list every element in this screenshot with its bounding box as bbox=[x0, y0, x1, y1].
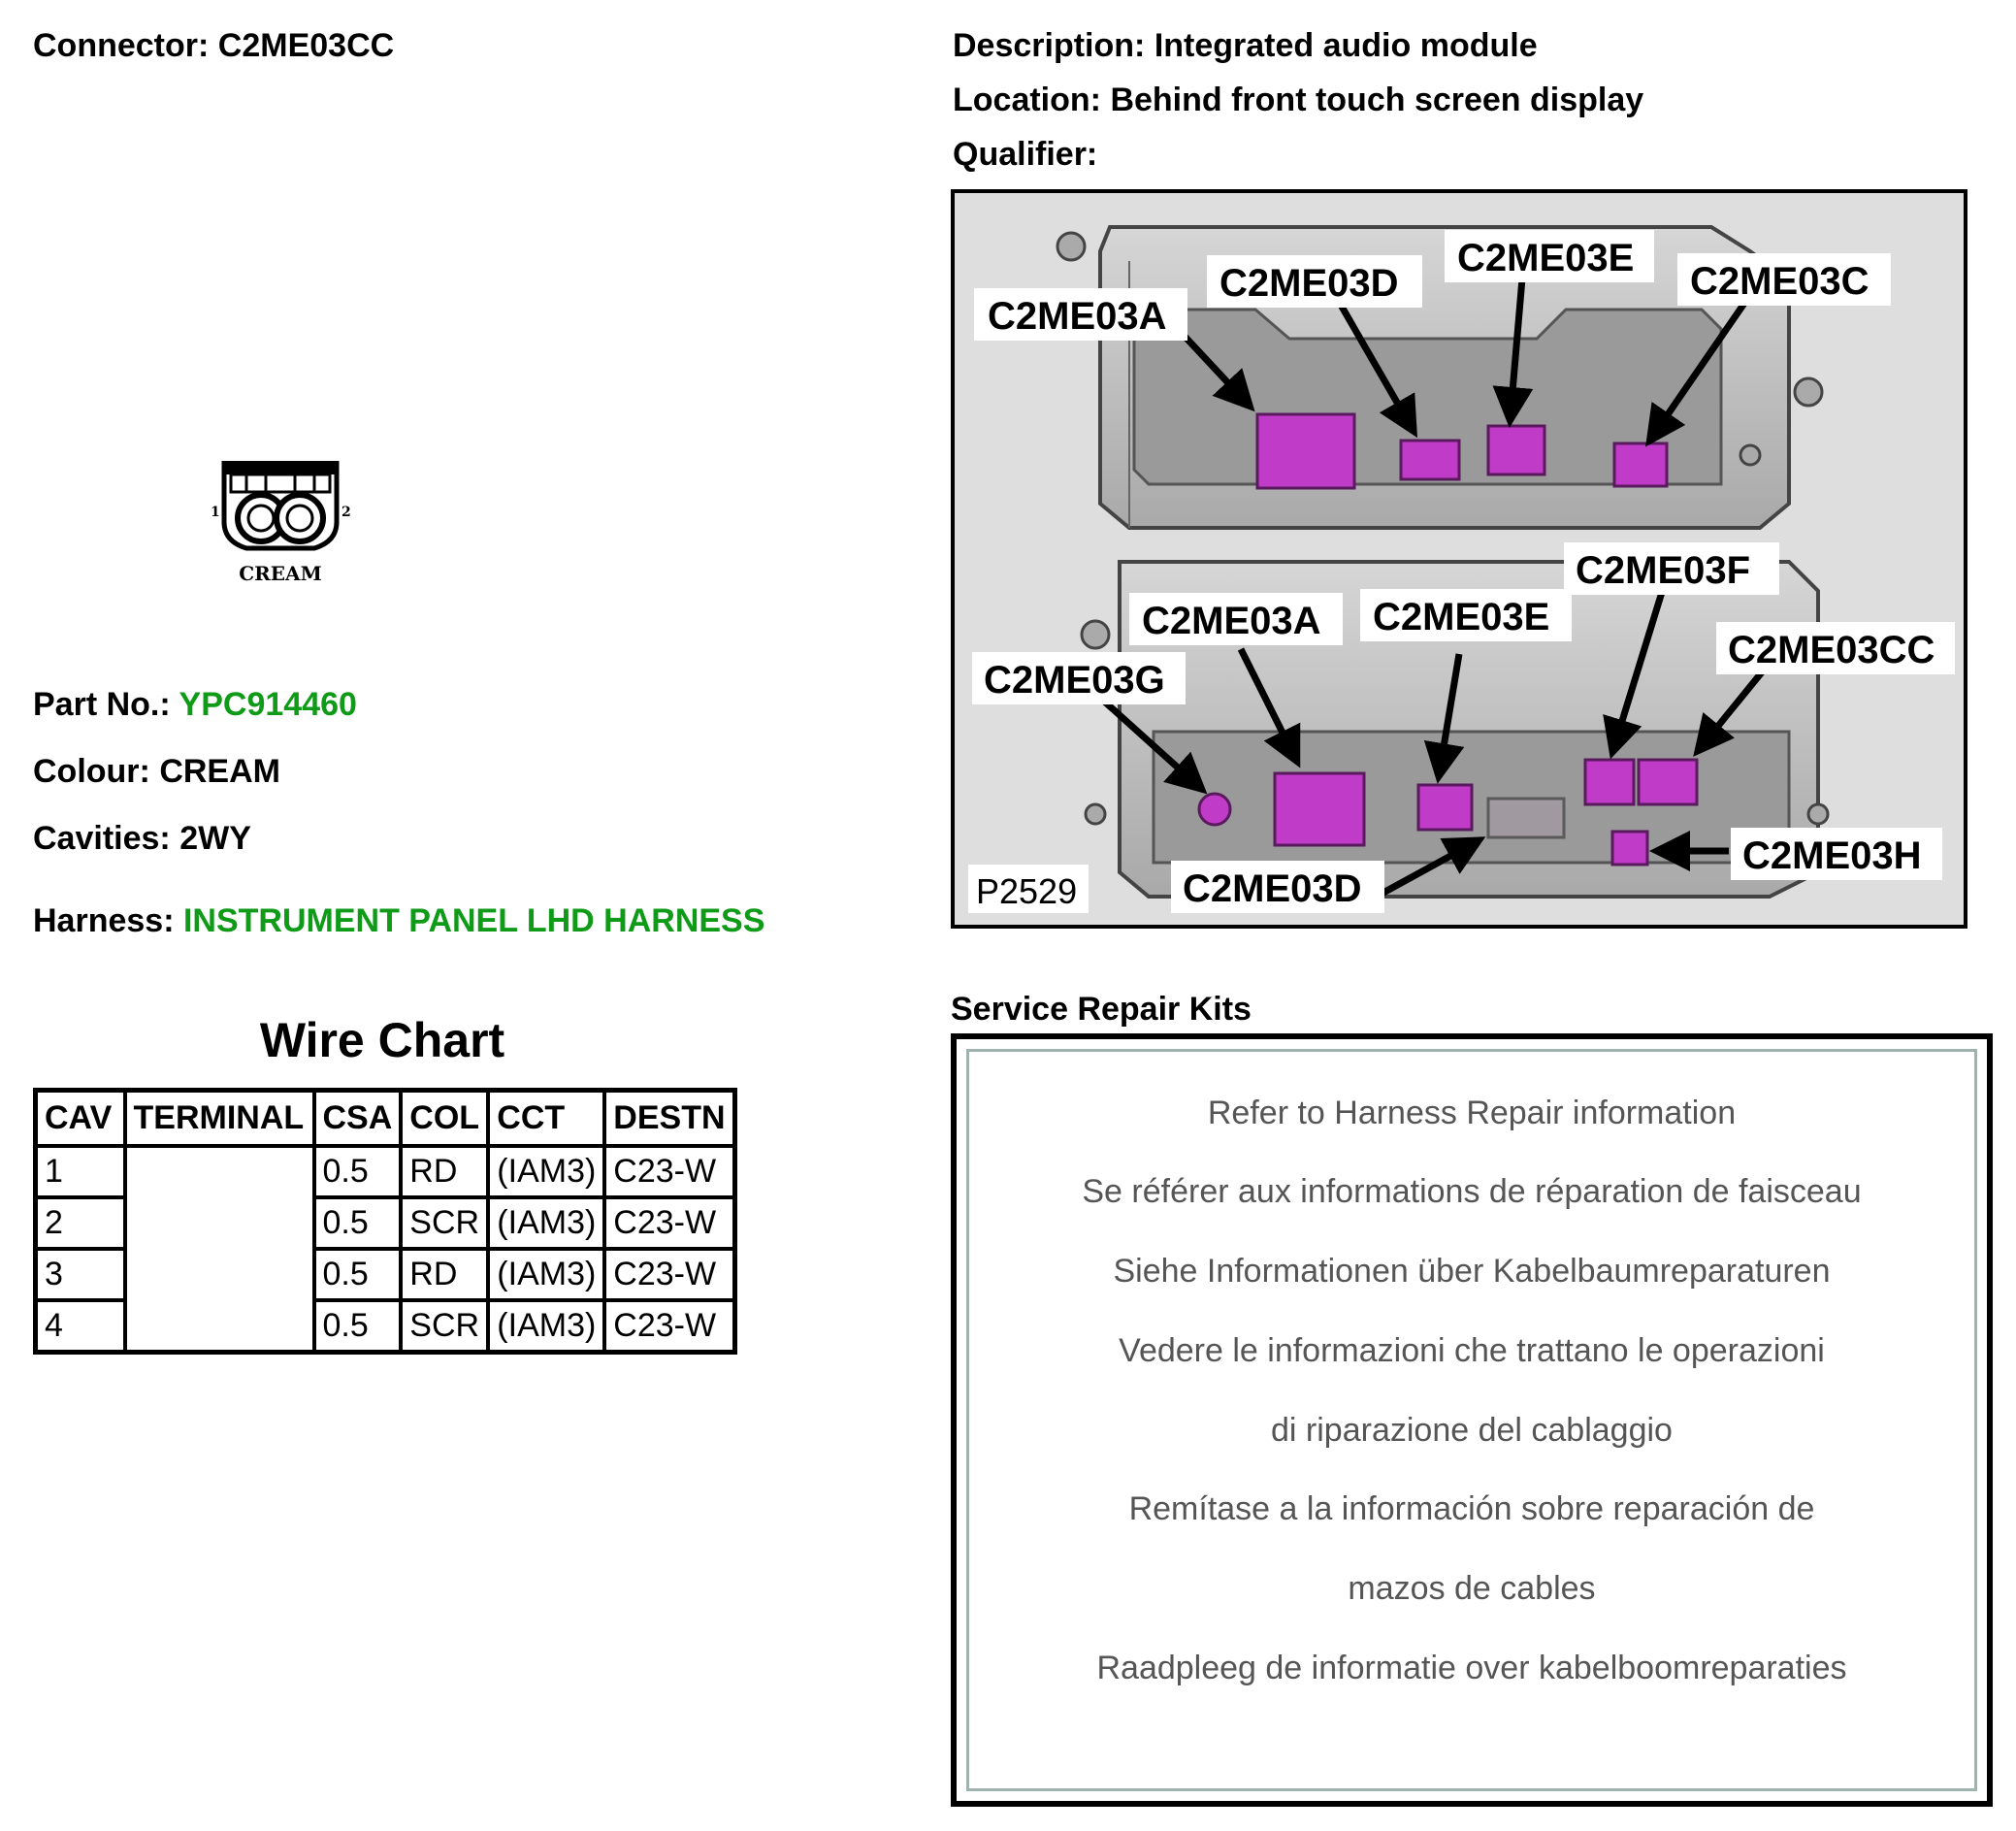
col-header-cct: CCT bbox=[488, 1091, 604, 1146]
colour-label: Colour: bbox=[33, 753, 150, 790]
cell-cct: (IAM3) bbox=[488, 1197, 604, 1249]
table-header-row bbox=[36, 1091, 735, 1146]
connector-lower-g bbox=[1199, 794, 1230, 825]
kit-text-line: mazos de cables bbox=[1348, 1570, 1596, 1607]
callout-label: C2ME03A bbox=[988, 295, 1167, 338]
kit-text-line: Vedere le informazioni che trattano le operazioni bbox=[1119, 1332, 1825, 1369]
service-repair-kits-inner bbox=[966, 1049, 1977, 1791]
kit-text-line: di riparazione del cablaggio bbox=[1271, 1412, 1673, 1449]
cell-destn: C23-W bbox=[604, 1146, 734, 1197]
qualifier-label: Qualifier: bbox=[953, 136, 1098, 173]
wire-chart-table bbox=[33, 1088, 737, 1355]
connector-value: C2ME03CC bbox=[217, 27, 395, 64]
description-value: Integrated audio module bbox=[1154, 27, 1538, 64]
callout-label: C2ME03H bbox=[1742, 834, 1922, 877]
col-header-terminal: TERMINAL bbox=[125, 1091, 314, 1146]
cell-destn: C23-W bbox=[604, 1197, 734, 1249]
connector-line bbox=[33, 26, 394, 65]
connector-upper-d bbox=[1401, 441, 1459, 479]
table-row bbox=[36, 1146, 735, 1197]
connector-lower-d bbox=[1488, 799, 1564, 837]
col-header-csa: CSA bbox=[314, 1091, 402, 1146]
location-label: Location: bbox=[953, 82, 1101, 118]
wire-chart-title: Wire Chart bbox=[259, 1013, 505, 1067]
callout-label: C2ME03F bbox=[1576, 549, 1751, 592]
figure-id: P2529 bbox=[976, 871, 1078, 911]
connector-label: Connector: bbox=[33, 27, 210, 64]
cell-terminal bbox=[125, 1146, 314, 1353]
callout-label: C2ME03CC bbox=[1728, 629, 1935, 671]
cavities-value: 2WY bbox=[179, 820, 251, 857]
cell-csa: 0.5 bbox=[314, 1300, 402, 1353]
harness-line bbox=[33, 901, 764, 940]
cell-col: SCR bbox=[401, 1300, 488, 1353]
icon-colour-text: CREAM bbox=[239, 562, 322, 585]
cell-col: RD bbox=[401, 1249, 488, 1300]
cell-col: RD bbox=[401, 1146, 488, 1197]
colour-line bbox=[33, 752, 280, 791]
cell-csa: 0.5 bbox=[314, 1197, 402, 1249]
pin-2-label: 2 bbox=[341, 505, 351, 520]
kit-text-line: Siehe Informationen über Kabelbaumreparaturen bbox=[1113, 1253, 1831, 1290]
col-header-cav: CAV bbox=[36, 1091, 125, 1146]
callout-label: C2ME03E bbox=[1457, 237, 1635, 279]
callout-label: C2ME03A bbox=[1142, 600, 1321, 642]
cell-cav: 4 bbox=[36, 1300, 125, 1353]
callout-label: C2ME03D bbox=[1219, 262, 1399, 305]
location-diagram bbox=[951, 189, 1967, 929]
description-label: Description: bbox=[953, 27, 1146, 64]
connector-lower-cc bbox=[1639, 760, 1697, 804]
description-line bbox=[953, 26, 1538, 65]
connector-lower-h bbox=[1612, 832, 1647, 865]
cell-csa: 0.5 bbox=[314, 1146, 402, 1197]
part-number-label: Part No.: bbox=[33, 686, 171, 723]
connector-lower-e bbox=[1418, 785, 1472, 830]
connector-lower-a bbox=[1275, 773, 1364, 845]
cell-cct: (IAM3) bbox=[488, 1146, 604, 1197]
connector-face-icon bbox=[208, 456, 353, 587]
service-repair-kits-title: Service Repair Kits bbox=[951, 991, 1252, 1028]
location-line bbox=[953, 81, 1643, 119]
colour-value: CREAM bbox=[159, 753, 280, 790]
kit-text-line: Raadpleeg de informatie over kabelboomreparaties bbox=[1096, 1650, 1847, 1686]
part-number-line bbox=[33, 685, 357, 724]
cavities-line bbox=[33, 819, 251, 858]
cell-col: SCR bbox=[401, 1197, 488, 1249]
connector-upper-e bbox=[1488, 426, 1545, 474]
connector-upper-c bbox=[1614, 443, 1667, 486]
callout-label: C2ME03C bbox=[1690, 260, 1870, 303]
col-header-destn: DESTN bbox=[604, 1091, 734, 1146]
connector-upper-a bbox=[1257, 414, 1354, 488]
cell-destn: C23-W bbox=[604, 1249, 734, 1300]
cell-csa: 0.5 bbox=[314, 1249, 402, 1300]
cavities-label: Cavities: bbox=[33, 820, 171, 857]
harness-link[interactable]: INSTRUMENT PANEL LHD HARNESS bbox=[182, 902, 765, 939]
callout-label: C2ME03D bbox=[1183, 867, 1362, 910]
qualifier-line bbox=[953, 135, 1097, 174]
cell-cav: 2 bbox=[36, 1197, 125, 1249]
harness-label: Harness: bbox=[33, 902, 175, 939]
location-value: Behind front touch screen display bbox=[1110, 82, 1644, 118]
connector-lower-f bbox=[1585, 760, 1634, 804]
cell-cav: 3 bbox=[36, 1249, 125, 1300]
part-number-link[interactable]: YPC914460 bbox=[179, 686, 357, 723]
kit-text-line: Refer to Harness Repair information bbox=[1207, 1095, 1737, 1131]
kit-text-line: Remítase a la información sobre reparación de bbox=[1128, 1490, 1815, 1527]
cell-destn: C23-W bbox=[604, 1300, 734, 1353]
pin-1-label: 1 bbox=[211, 505, 220, 520]
cell-cct: (IAM3) bbox=[488, 1249, 604, 1300]
callout-label: C2ME03E bbox=[1373, 596, 1550, 638]
cell-cav: 1 bbox=[36, 1146, 125, 1197]
kit-text-line: Se référer aux informations de réparation de faisceau bbox=[1082, 1173, 1862, 1210]
cell-cct: (IAM3) bbox=[488, 1300, 604, 1353]
service-repair-kits-box bbox=[951, 1033, 1993, 1807]
callout-label: C2ME03G bbox=[984, 659, 1165, 702]
col-header-col: COL bbox=[401, 1091, 488, 1146]
